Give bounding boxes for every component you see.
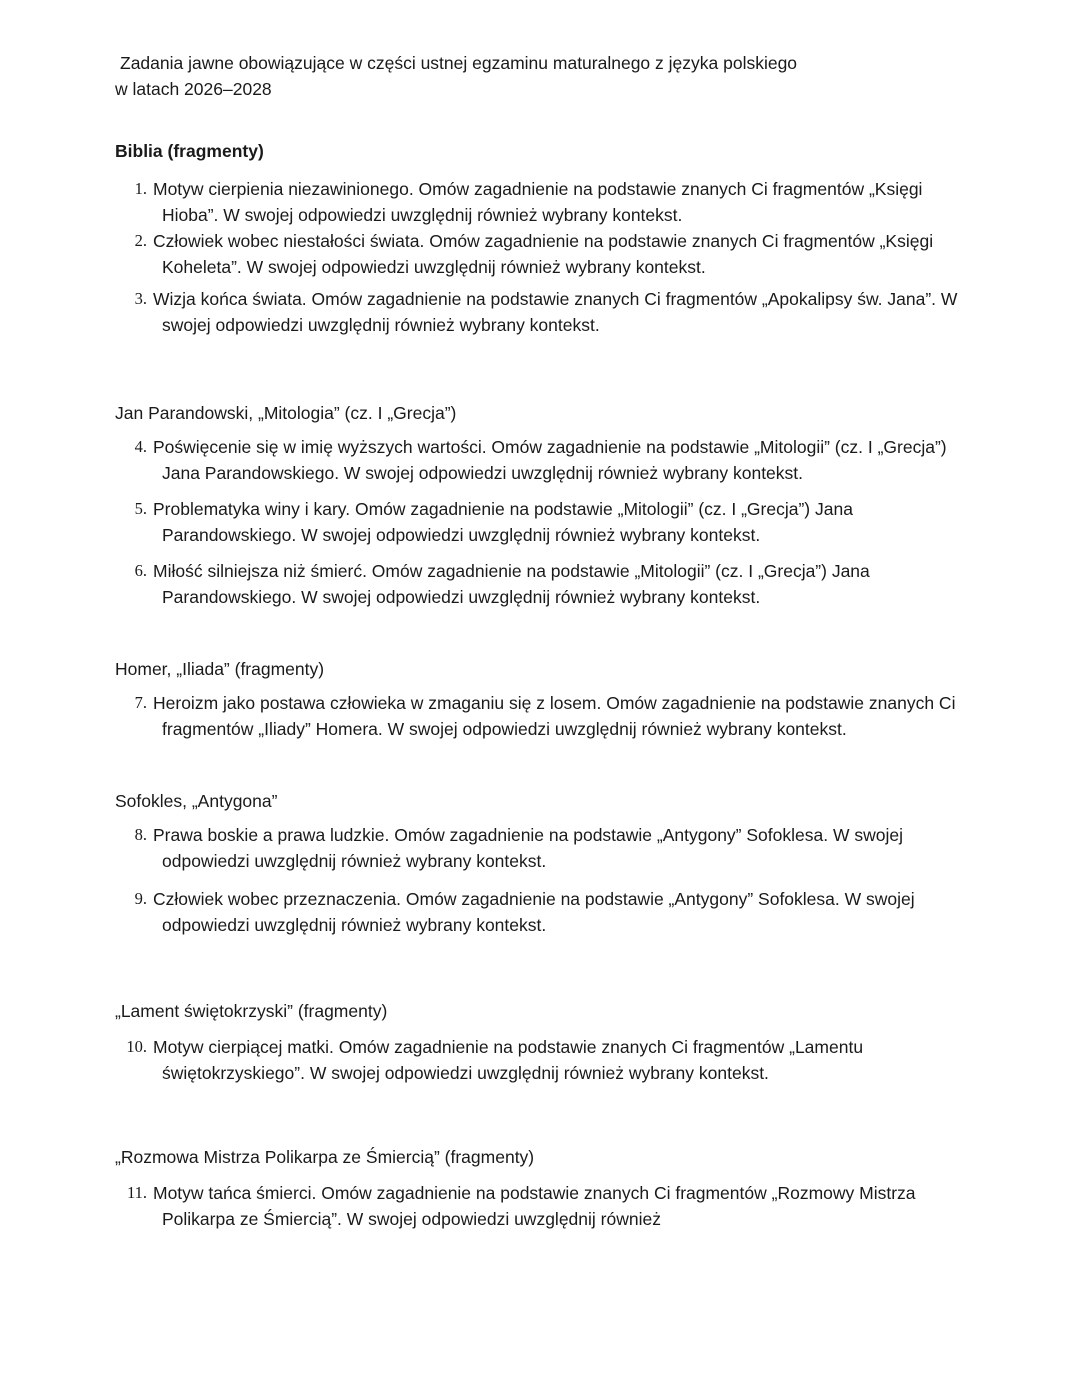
section-heading-biblia: Biblia (fragmenty) bbox=[115, 141, 264, 161]
section-lament-swietokrzyski bbox=[115, 998, 1080, 1086]
list-item-number: 10. bbox=[126, 1037, 147, 1056]
list-item-number: 8. bbox=[134, 825, 147, 844]
list-item-text: Motyw cierpiącej matki. Omów zagadnienie na podstawie znanych Ci fragmentów „Lamentu świętokrzyskiego”. W swojej odpowiedzi uwzględnij również wybrany kontekst. bbox=[153, 1037, 864, 1083]
document-title-line1: Zadania jawne obowiązujące w części ustnej egzaminu maturalnego z języka polskiego bbox=[120, 53, 798, 73]
section-heading-rozmowa: „Rozmowa Mistrza Polikarpa ze Śmiercią” (fragmenty) bbox=[115, 1147, 535, 1167]
list-item-number: 7. bbox=[134, 693, 147, 712]
document-title bbox=[115, 50, 935, 102]
list-item-number: 3. bbox=[134, 289, 147, 308]
list-item-3 bbox=[115, 286, 1080, 338]
section-heading-sofokles: Sofokles, „Antygona” bbox=[115, 791, 278, 811]
list-item-8 bbox=[115, 822, 1080, 874]
section-homer-iliada bbox=[115, 656, 1080, 742]
document-title-line2: w latach 2026–2028 bbox=[115, 79, 272, 99]
list-item-2 bbox=[115, 228, 1080, 280]
list-item-text: Człowiek wobec przeznaczenia. Omów zagadnienie na podstawie „Antygony” Sofoklesa. W swojej odpowiedzi uwzględnij również wybrany kontekst. bbox=[153, 889, 915, 935]
section-biblia bbox=[115, 138, 1080, 338]
list-item-number: 1. bbox=[134, 179, 147, 198]
list-item-text: Poświęcenie się w imię wyższych wartości. Omów zagadnienie na podstawie „Mitologii” (cz. I „Grecja”) Jana Parandowskiego. W swojej odpowiedzi uwzględnij również wybrany kontekst. bbox=[153, 437, 947, 483]
list-item-text: Wizja końca świata. Omów zagadnienie na podstawie znanych Ci fragmentów „Apokalipsy św. Jana”. W swojej odpowiedzi uwzględnij również wybrany kontekst. bbox=[153, 289, 958, 335]
list-item-text: Heroizm jako postawa człowieka w zmaganiu się z losem. Omów zagadnienie na podstawie znanych Ci fragmentów „Iliady” Homera. W swojej odpowiedzi uwzględnij również wybrany kontekst. bbox=[153, 693, 956, 739]
list-item-number: 2. bbox=[134, 231, 147, 250]
list-item-5 bbox=[115, 496, 1080, 548]
list-item-10 bbox=[115, 1034, 1080, 1086]
section-sofokles-antygona bbox=[115, 788, 1080, 938]
section-parandowski-mitologia bbox=[115, 400, 1080, 610]
list-item-text: Motyw cierpienia niezawinionego. Omów zagadnienie na podstawie znanych Ci fragmentów „Księgi Hioba”. W swojej odpowiedzi uwzględnij również wybrany kontekst. bbox=[153, 179, 923, 225]
list-item-4 bbox=[115, 434, 1080, 486]
list-item-number: 6. bbox=[134, 561, 147, 580]
list-item-text: Motyw tańca śmierci. Omów zagadnienie na podstawie znanych Ci fragmentów „Rozmowy Mistrza Polikarpa ze Śmiercią”. W swojej odpowiedzi uwzględnij również bbox=[153, 1183, 916, 1229]
list-item-text: Miłość silniejsza niż śmierć. Omów zagadnienie na podstawie „Mitologii” (cz. I „Grecja”) Jana Parandowskiego. W swojej odpowiedzi uwzględnij również wybrany kontekst. bbox=[153, 561, 870, 607]
list-item-6 bbox=[115, 558, 1080, 610]
list-item-9 bbox=[115, 886, 1080, 938]
list-item-text: Człowiek wobec niestałości świata. Omów zagadnienie na podstawie znanych Ci fragmentów „Księgi Koheleta”. W swojej odpowiedzi uwzględnij również wybrany kontekst. bbox=[153, 231, 934, 277]
list-item-7 bbox=[115, 690, 1080, 742]
list-item-number: 9. bbox=[134, 889, 147, 908]
list-item-text: Problematyka winy i kary. Omów zagadnienie na podstawie „Mitologii” (cz. I „Grecja”) Jana Parandowskiego. W swojej odpowiedzi uwzględnij również wybrany kontekst. bbox=[153, 499, 853, 545]
list-item-number: 5. bbox=[134, 499, 147, 518]
section-heading-homer: Homer, „Iliada” (fragmenty) bbox=[115, 659, 325, 679]
list-item-11 bbox=[115, 1180, 1080, 1232]
list-item-1 bbox=[115, 176, 1080, 228]
section-rozmowa-polikarpa bbox=[115, 1144, 1080, 1232]
list-item-number: 11. bbox=[126, 1183, 147, 1202]
list-item-number: 4. bbox=[134, 437, 147, 456]
section-heading-parandowski: Jan Parandowski, „Mitologia” (cz. I „Grecja”) bbox=[115, 403, 457, 423]
section-heading-lament: „Lament świętokrzyski” (fragmenty) bbox=[115, 1001, 388, 1021]
list-item-text: Prawa boskie a prawa ludzkie. Omów zagadnienie na podstawie „Antygony” Sofoklesa. W swojej odpowiedzi uwzględnij również wybrany kontekst. bbox=[153, 825, 903, 871]
